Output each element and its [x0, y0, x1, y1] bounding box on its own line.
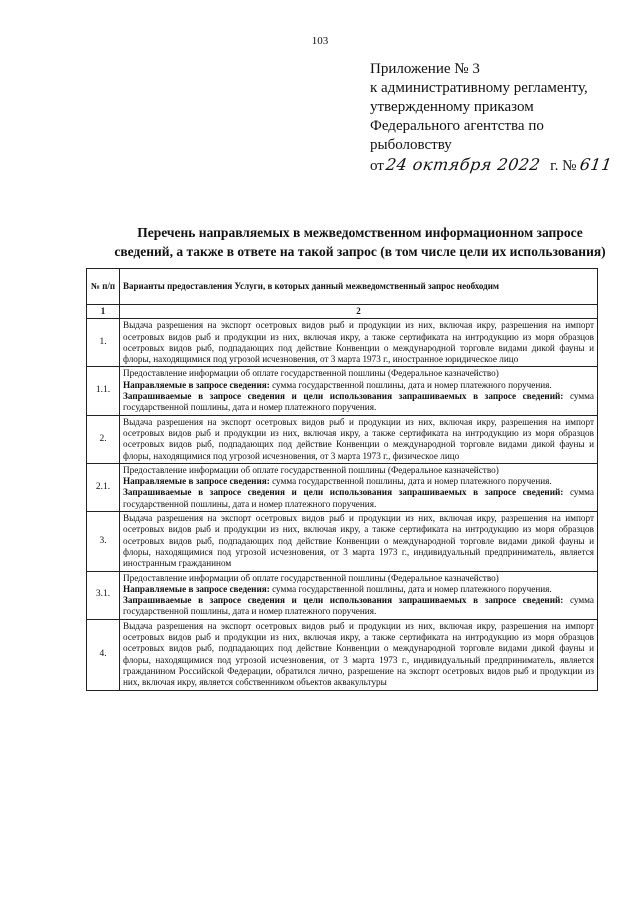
row-details: [120, 571, 598, 619]
row-text: Выдача разрешения на экспорт осетровых видов рыб и продукции из них, включая икру, разрешения на импорт осетровых видов рыб и продукции из них, включая икру, а также сертификата на интродукцию из моря образцов осетровых видов рыб, подпадающих под действие Конвенции о международной торговле видами дикой фауны и флоры, находящимися под угрозой исчезновения, от 3 марта 1973 г., индивидуальный предприниматель, является иностранным гражданином: [120, 512, 598, 571]
annex-line: Приложение № 3: [370, 61, 480, 77]
annex-header: [370, 60, 630, 176]
sent-data: [123, 476, 594, 487]
requests-table: [86, 268, 598, 691]
sent-data-text: сумма государственной пошлины, дата и номер платежного поручения.: [272, 379, 552, 390]
page-number: 103: [311, 35, 329, 47]
number-prefix: г. №: [550, 158, 577, 174]
request-info: Предоставление информации об оплате государственной пошлины (Федеральное казначейство): [123, 464, 499, 475]
requested-data: [123, 391, 594, 414]
sent-data-label: Направляемые в запросе сведения:: [123, 379, 270, 390]
annex-line: к административному регламенту,: [370, 80, 588, 96]
requested-data-text: сумма государственной пошлины, дата и номер платежного поручения.: [123, 487, 595, 509]
header-number: № п/п: [87, 269, 120, 305]
annex-line: Федерального агентства по: [370, 118, 544, 134]
row-number: 2.: [87, 415, 120, 463]
header-variants: Варианты предоставления Услуги, в которых данный межведомственный запрос необходим: [120, 269, 598, 305]
title-line-2: сведений, а также в ответе на такой запрос (в том числе цели их использования): [114, 244, 606, 259]
requested-data: [123, 595, 594, 618]
sent-data-label: Направляемые в запросе сведения:: [123, 476, 270, 487]
requested-data-text: сумма государственной пошлины, дата и номер платежного поручения.: [123, 595, 595, 617]
requested-data: [123, 487, 594, 510]
row-number: 3.: [87, 512, 120, 571]
table-row: [87, 512, 598, 571]
table-row: [87, 367, 598, 415]
row-details: [120, 367, 598, 415]
row-number: 4.: [87, 619, 120, 690]
row-text: Выдача разрешения на экспорт осетровых видов рыб и продукции из них, включая икру, разрешения на импорт осетровых видов рыб и продукции из них, включая икру, а также сертификата на интродукцию из моря образцов осетровых видов рыб, подпадающих под действие Конвенции о международной торговле видами дикой фауны и флоры, находящимися под угрозой исчезновения, от 3 марта 1973 г., физическое лицо: [120, 415, 598, 463]
request-info: Предоставление информации об оплате государственной пошлины (Федеральное казначейство): [123, 572, 499, 583]
row-number: 1.: [87, 319, 120, 367]
column-index-row: [87, 305, 598, 319]
table-row: [87, 415, 598, 463]
sent-data-label: Направляемые в запросе сведения:: [123, 583, 270, 594]
requested-data-label: Запрашиваемые в запросе сведения и цели использования запрашиваемых в запросе сведений:: [123, 391, 564, 402]
requested-data-label: Запрашиваемые в запросе сведения и цели использования запрашиваемых в запросе сведений:: [123, 595, 564, 606]
row-number: 1.1.: [87, 367, 120, 415]
annex-line: утвержденному приказом: [370, 99, 534, 115]
sent-data: [123, 380, 594, 391]
row-details: [120, 463, 598, 511]
row-number: 2.1.: [87, 463, 120, 511]
request-info: Предоставление информации об оплате государственной пошлины (Федеральное казначейство): [123, 368, 499, 379]
annex-line: рыболовству: [370, 137, 452, 153]
column-index-1: 1: [87, 305, 120, 319]
order-date-line: [370, 155, 630, 176]
sent-data-text: сумма государственной пошлины, дата и номер платежного поручения.: [272, 583, 552, 594]
document-title: [100, 223, 620, 261]
table-row: [87, 319, 598, 367]
row-number: 3.1.: [87, 571, 120, 619]
table-header-row: [87, 269, 598, 305]
requested-data-text: сумма государственной пошлины, дата и номер платежного поручения.: [123, 391, 595, 413]
table-row: [87, 571, 598, 619]
table-row: [87, 463, 598, 511]
row-text: Выдача разрешения на экспорт осетровых видов рыб и продукции из них, включая икру, разрешения на импорт осетровых видов рыб и продукции из них, включая икру, а также сертификата на интродукцию из моря образцов осетровых видов рыб, подпадающих под действие Конвенции о международной торговле видами дикой фауны и флоры, находящимися под угрозой исчезновения, от 3 марта 1973 г., индивидуальный предприниматель, является гражданином Российской Федерации, обратился лично, разрешение на экспорт осетровых видов рыб и продукции из них, включая икру, является собственником объектов аквакультуры: [120, 619, 598, 690]
handwritten-date: 24 октября 2022: [384, 155, 542, 174]
requested-data-label: Запрашиваемые в запросе сведения и цели использования запрашиваемых в запросе сведений:: [123, 487, 564, 498]
sent-data: [123, 584, 594, 595]
date-prefix: от: [370, 158, 384, 174]
title-line-1: Перечень направляемых в межведомственном информационном запросе: [137, 225, 583, 240]
sent-data-text: сумма государственной пошлины, дата и номер платежного поручения.: [272, 476, 552, 487]
column-index-2: 2: [120, 305, 598, 319]
table-row: [87, 619, 598, 690]
row-text: Выдача разрешения на экспорт осетровых видов рыб и продукции из них, включая икру, разрешения на импорт осетровых видов рыб и продукции из них, включая икру, а также сертификата на интродукцию из моря образцов осетровых видов рыб, подпадающих под действие Конвенции о международной торговле видами дикой фауны и флоры, находящимися под угрозой исчезновения, от 3 марта 1973 г., иностранное юридическое лицо: [120, 319, 598, 367]
handwritten-order-number: 611: [579, 155, 614, 174]
